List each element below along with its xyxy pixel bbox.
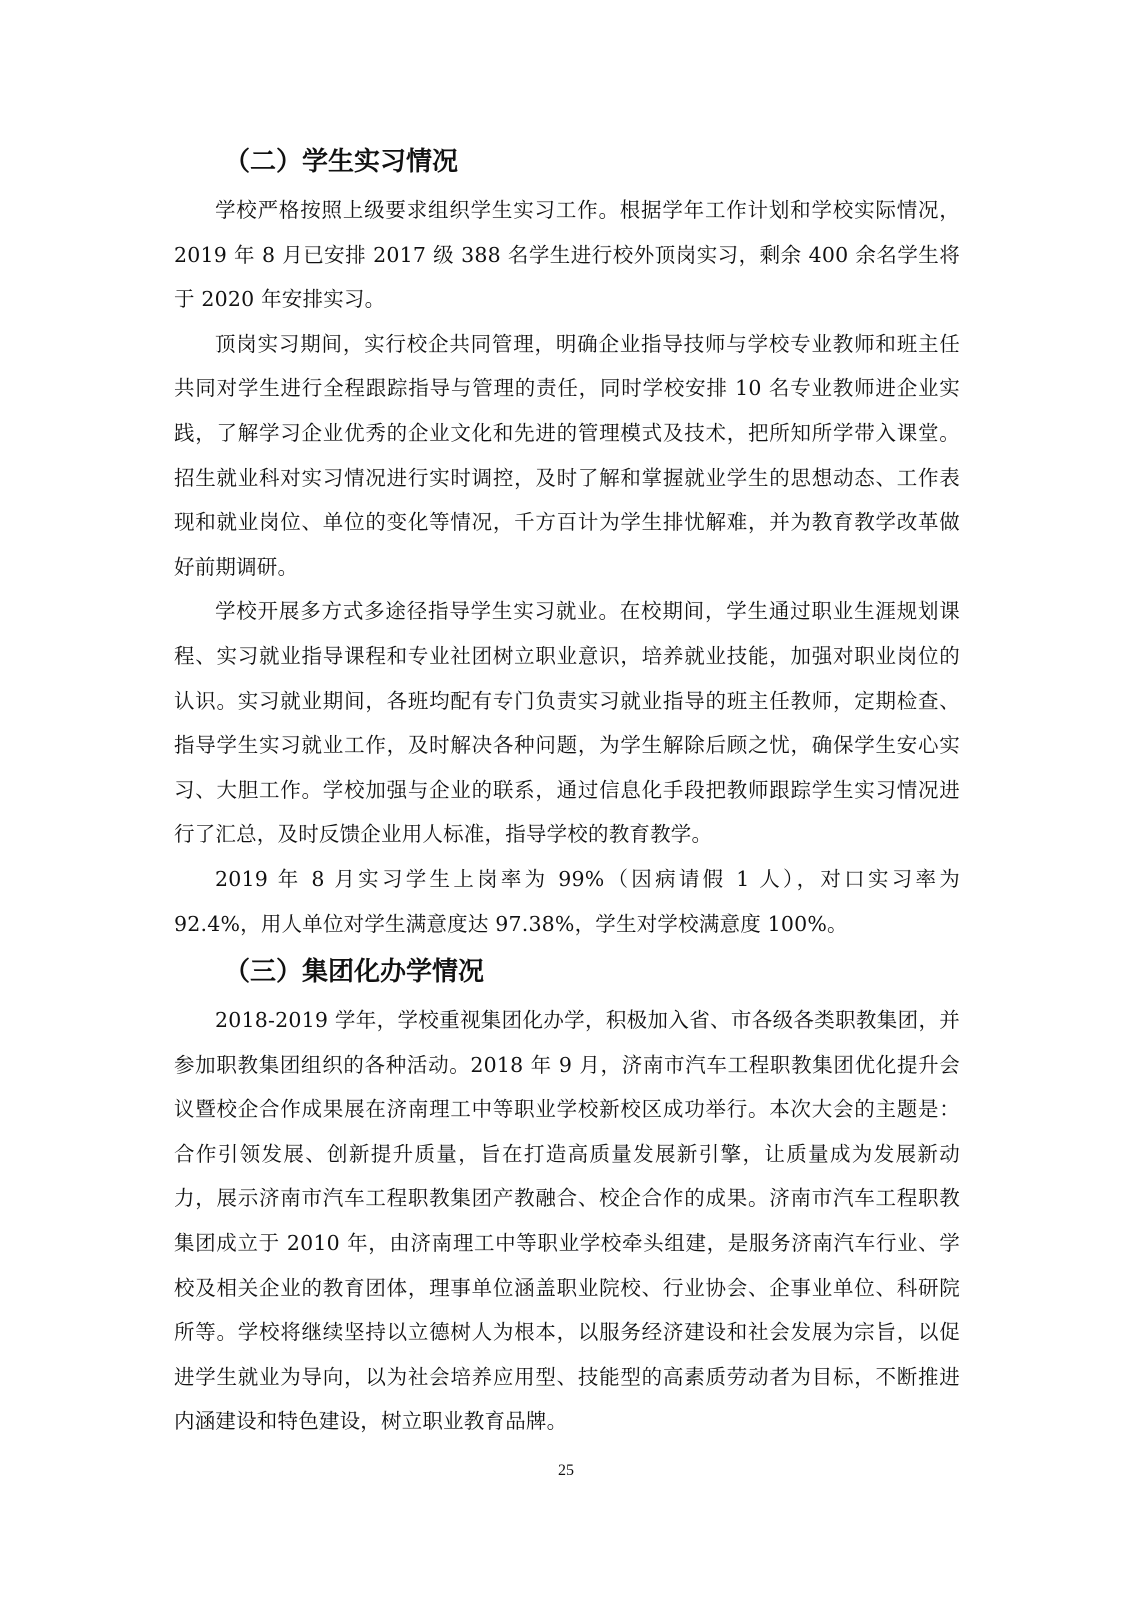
paragraph: 2018-2019 学年，学校重视集团化办学，积极加入省、市各级各类职教集团，并参加职教集团组织的各种活动。2018 年 9 月，济南市汽车工程职教集团优化提升会议暨校企合作成果展在济南理工中等职业学校新校区成功举行。本次大会的主题是：合作引领发展、创新提升质量，旨在打造高质量发展新引擎，让质量成为发展新动力，展示济南市汽车工程职教集团产教融合、校企合作的成果。济南市汽车工程职教集团成立于 2010 年，由济南理工中等职业学校牵头组建，是服务济南汽车行业、学校及相关企业的教育团体，理事单位涵盖职业院校、行业协会、企事业单位、科研院所等。学校将继续坚持以立德树人为根本，以服务经济建设和社会发展为宗旨，以促进学生就业为导向，以为社会培养应用型、技能型的高素质劳动者为目标，不断推进内涵建设和特色建设，树立职业教育品牌。 (174, 1008, 960, 1434)
paragraph: 顶岗实习期间，实行校企共同管理，明确企业指导技师与学校专业教师和班主任共同对学生进行全程跟踪指导与管理的责任，同时学校安排 10 名专业教师进企业实践，了解学习企业优秀的企业文化和先进的管理模式及技术，把所知所学带入课堂。招生就业科对实习情况进行实时调控，及时了解和掌握就业学生的思想动态、工作表现和就业岗位、单位的变化等情况，千方百计为学生排忧解难，并为教育教学改革做好前期调研。 (174, 331, 960, 579)
page-number: 25 (558, 1462, 574, 1479)
section-heading-group-schooling: （三）集团化办学情况 (224, 957, 485, 988)
paragraph: 2019 年 8 月实习学生上岗率为 99%（因病请假 1 人），对口实习率为 92.4%，用人单位对学生满意度达 97.38%，学生对学校满意度 100%。 (174, 866, 960, 936)
section-heading-student-internship: （二）学生实习情况 (224, 147, 459, 177)
page-body (174, 140, 960, 1444)
paragraph: 学校严格按照上级要求组织学生实习工作。根据学年工作计划和学校实际情况，2019 年 8 月已安排 2017 级 388 名学生进行校外顶岗实习，剩余 400 余名学生将于 2020 年安排实习。 (174, 198, 960, 312)
paragraph: 学校开展多方式多途径指导学生实习就业。在校期间，学生通过职业生涯规划课程、实习就业指导课程和专业社团树立职业意识，培养就业技能，加强对职业岗位的认识。实习就业期间，各班均配有专门负责实习就业指导的班主任教师，定期检查、指导学生实习就业工作，及时解决各种问题，为学生解除后顾之忧，确保学生安心实习、大胆工作。学校加强与企业的联系，通过信息化手段把教师跟踪学生实习情况进行了汇总，及时反馈企业用人标准，指导学校的教育教学。 (174, 599, 960, 847)
